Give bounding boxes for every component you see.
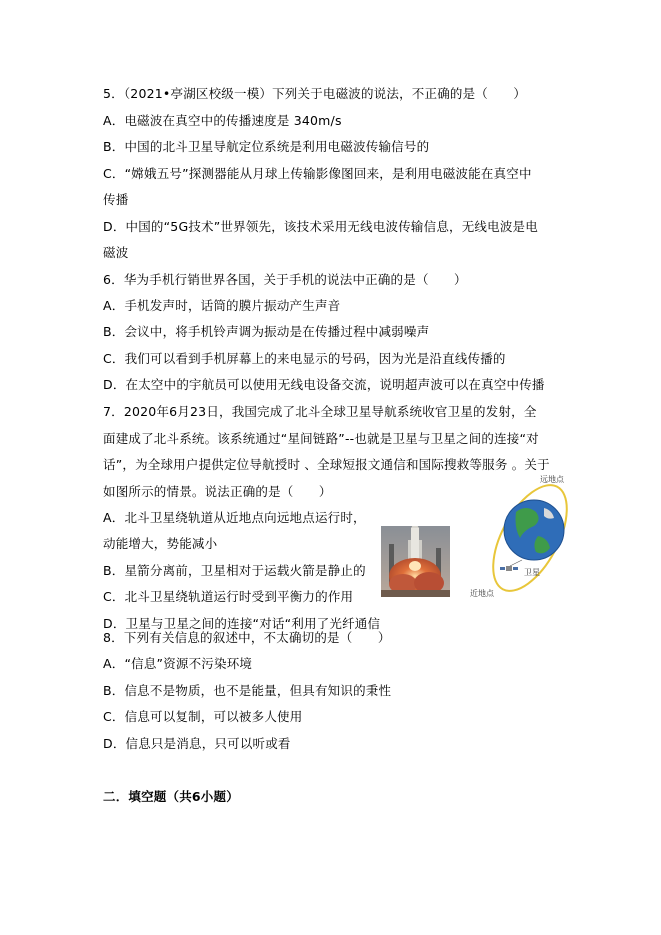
q7-option-a-cont: 动能增大，势能减小 — [103, 536, 218, 551]
rocket-launch-photo — [381, 526, 450, 597]
apogee-label: 远地点 — [540, 475, 564, 484]
section-title: 二．填空题（共6小题） — [103, 789, 239, 804]
q7-stem-2: 面建成了北斗系统。该系统通过“星间链路”--也就是卫星与卫星之间的连接“对 — [103, 431, 539, 446]
q7-option-a: A．北斗卫星绕轨道从近地点向远地点运行时， — [103, 510, 366, 525]
q7-option-c: C．北斗卫星绕轨道运行时受到平衡力的作用 — [103, 589, 354, 604]
q6-stem: 6．华为手机行销世界各国，关于手机的说法中正确的是（ ） — [103, 272, 467, 287]
satellite-icon — [500, 566, 518, 571]
q6-option-c: C．我们可以看到手机屏幕上的来电显示的号码，因为光是沿直线传播的 — [103, 351, 506, 366]
q5-option-c: C．“嫦娥五号”探测器能从月球上传输影像图回来，是利用电磁波能在真空中 — [103, 166, 532, 181]
q5-option-b: B．中国的北斗卫星导航定位系统是利用电磁波传输信号的 — [103, 139, 430, 154]
satellite-orbit-diagram — [464, 470, 594, 605]
q5-option-c-cont: 传播 — [103, 192, 129, 207]
q7-stem-4: 如图所示的情景。说法正确的是（ ） — [103, 484, 332, 499]
q8-option-b: B．信息不是物质，也不是能量，但具有知识的秉性 — [103, 683, 392, 698]
q7-option-d: D．卫星与卫星之间的连接“对话“利用了光纤通信 — [103, 616, 381, 631]
perigee-label: 近地点 — [470, 589, 494, 598]
q7-option-b: B．星箭分离前，卫星相对于运载火箭是静止的 — [103, 563, 366, 578]
q6-option-b: B．会议中，将手机铃声调为振动是在传播过程中减弱噪声 — [103, 324, 430, 339]
q6-option-d: D．在太空中的宇航员可以使用无线电设备交流，说明超声波可以在真空中传播 — [103, 377, 545, 392]
q5-option-d: D．中国的“5G技术”世界领先，该技术采用无线电波传输信息，无线电波是电 — [103, 219, 538, 234]
q8-stem: 8．下列有关信息的叙述中，不太确切的是（ ） — [103, 630, 391, 645]
q5-option-d-cont: 磁波 — [103, 245, 129, 260]
q8-option-a: A．“信息”资源不污染环境 — [103, 656, 253, 671]
q8-option-d: D．信息只是消息，只可以听或看 — [103, 736, 291, 751]
q7-stem-1: 7．2020年6月23日，我国完成了北斗全球卫星导航系统收官卫星的发射，全 — [103, 404, 537, 419]
q5-stem: 5．（2021•亭湖区校级一模）下列关于电磁波的说法，不正确的是（ ） — [103, 86, 527, 101]
q6-option-a: A．手机发声时，话筒的膜片振动产生声音 — [103, 298, 341, 313]
q8-option-c: C．信息可以复制，可以被多人使用 — [103, 709, 303, 724]
q7-stem-3: 话”，为全球用户提供定位导航授时 、全球短报文通信和国际搜救等服务 。关于 — [103, 457, 550, 472]
satellite-label: 卫星 — [524, 568, 540, 577]
q5-option-a: A．电磁波在真空中的传播速度是 340m/s — [103, 113, 342, 128]
